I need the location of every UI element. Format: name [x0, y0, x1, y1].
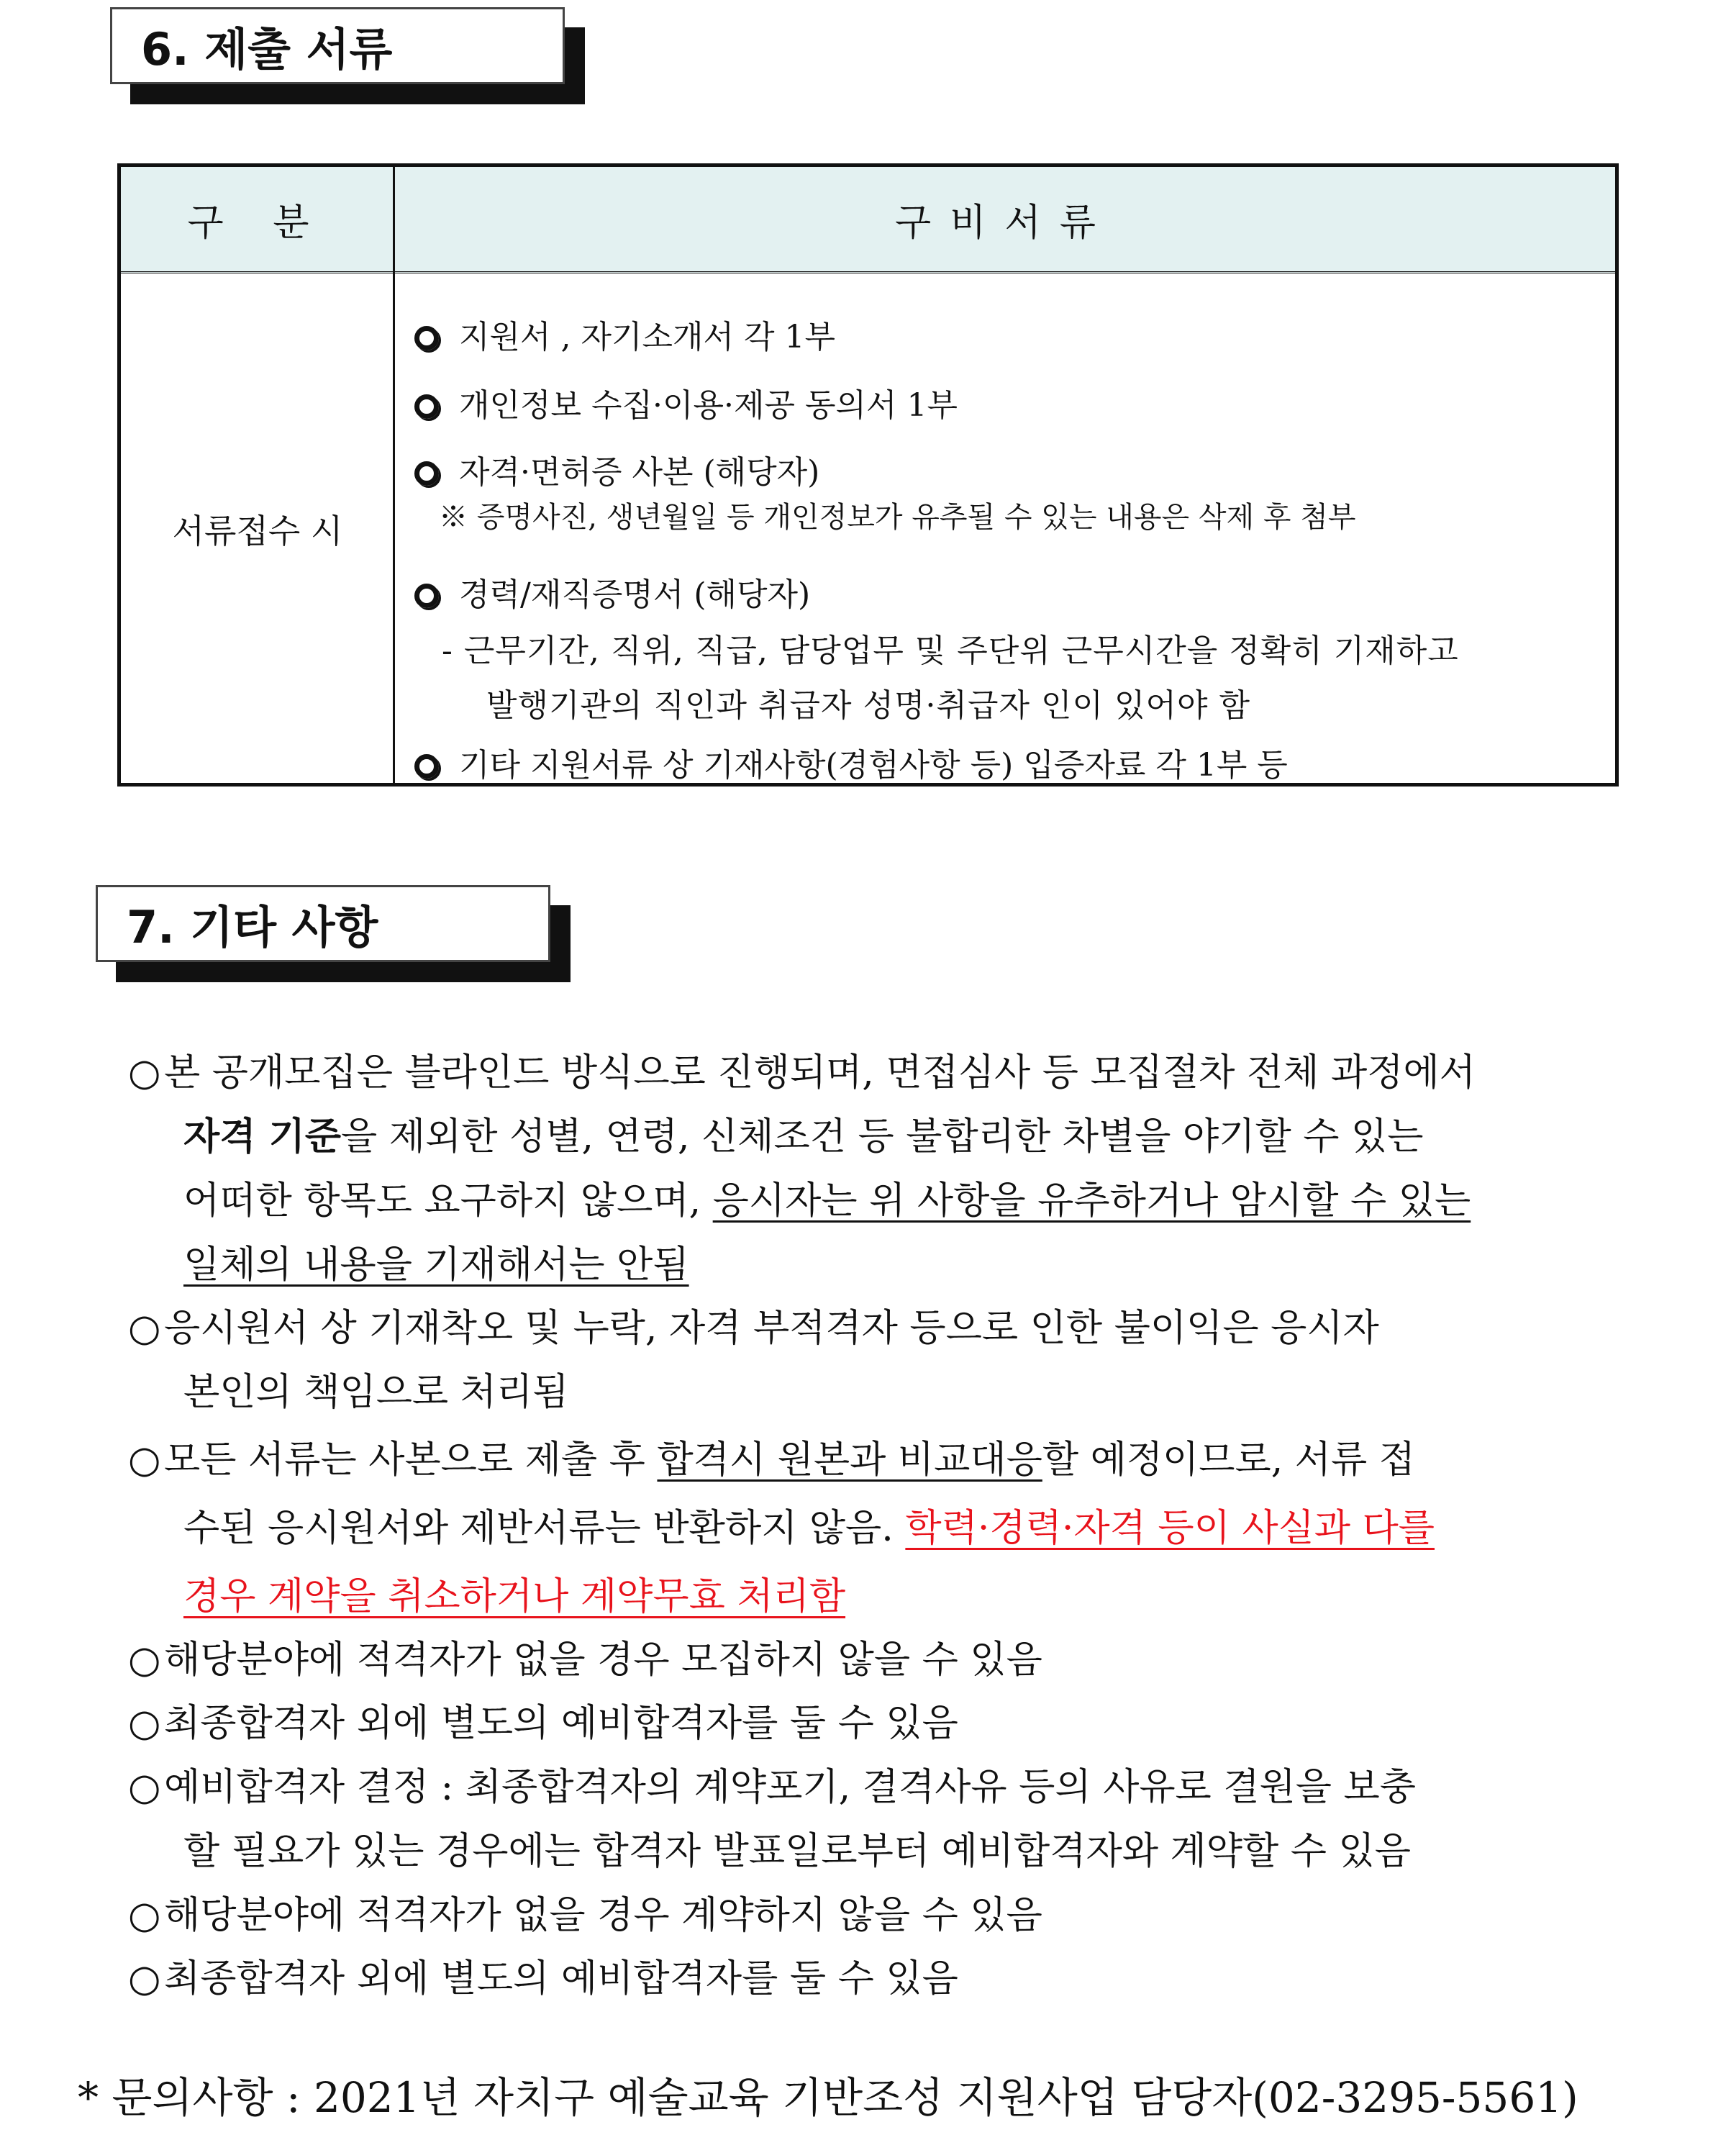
list-item-detail: 발행기관의 직인과 취급자 성명·취급자 인이 있어야 함	[486, 687, 1250, 724]
circle-bullet-icon: ○	[128, 1766, 161, 1809]
note-6-line-2: 할 필요가 있는 경우에는 합격자 발표일로부터 예비합격자와 계약할 수 있음	[183, 1830, 1411, 1873]
note-3-line-2: 수된 응시원서와 제반서류는 반환하지 않음. 학력·경력·자격 등이 사실과 다를	[183, 1507, 1435, 1550]
table-row-label: 서류접수 시	[172, 512, 343, 550]
note-1-line-4: 일체의 내용을 기재해서는 안됨	[183, 1243, 689, 1287]
section-7-title-box	[96, 885, 550, 962]
table-header-row	[121, 167, 1615, 273]
note-3-line-1: ○모든 서류는 사본으로 제출 후 합격시 원본과 비교대응할 예정이므로, 서류 접	[128, 1438, 1416, 1482]
note-3-line-3: 경우 계약을 취소하거나 계약무효 처리함	[183, 1575, 846, 1618]
circle-bullet-icon: ○	[128, 1638, 161, 1682]
circle-bullet-icon	[414, 394, 439, 419]
section-6-title-box	[110, 7, 565, 84]
circle-bullet-icon: ○	[128, 1438, 161, 1482]
list-item-detail: - 근무기간, 직위, 직급, 담당업무 및 주단위 근무시간을 정확히 기재하고	[442, 633, 1459, 669]
note-5: ○최종합격자 외에 별도의 예비합격자를 둘 수 있음	[128, 1702, 958, 1745]
table-documents-cell	[394, 275, 1615, 783]
circle-bullet-icon	[414, 326, 439, 350]
circle-bullet-icon: ○	[128, 1894, 161, 1937]
note-4: ○해당분야에 적격자가 없을 경우 모집하지 않을 수 있음	[128, 1638, 1042, 1682]
list-item: 경력/재직증명서 (해당자)	[414, 568, 810, 615]
list-item: 개인정보 수집·이용·제공 동의서 1부	[414, 379, 958, 425]
note-8: ○최종합격자 외에 별도의 예비합격자를 둘 수 있음	[128, 1957, 958, 2000]
circle-bullet-icon: ○	[128, 1307, 161, 1350]
circle-bullet-icon: ○	[128, 1957, 161, 2000]
note-2-line-2: 본인의 책임으로 처리됨	[183, 1371, 569, 1414]
section-6-title: 6. 제출 서류	[141, 23, 393, 76]
note-1-line-3: 어떠한 항목도 요구하지 않으며, 응시자는 위 사항을 유추하거나 암시할 수 있는	[183, 1179, 1471, 1223]
table-header-documents: 구비서류	[895, 201, 1114, 245]
section-7-header	[96, 885, 571, 982]
section-7-title: 7. 기타 사항	[127, 901, 378, 953]
circle-bullet-icon	[414, 461, 439, 486]
note-6-line-1: ○예비합격자 결정 : 최종합격자의 계약포기, 결격사유 등의 사유로 결원을 보충	[128, 1766, 1417, 1809]
note-7: ○해당분야에 적격자가 없을 경우 계약하지 않을 수 있음	[128, 1894, 1042, 1937]
section-6-header	[110, 7, 585, 104]
list-item: 자격·면허증 사본 (해당자)	[414, 446, 819, 492]
circle-bullet-icon	[414, 584, 439, 608]
note-1-line-1: ○본 공개모집은 블라인드 방식으로 진행되며, 면접심사 등 모집절차 전체 과정에서	[128, 1051, 1476, 1094]
table-header-category: 구 분	[187, 201, 328, 245]
circle-bullet-icon	[414, 754, 439, 779]
list-item: 지원서 , 자기소개서 각 1부	[414, 311, 835, 357]
list-item-note: ※ 증명사진, 생년월일 등 개인정보가 유추될 수 있는 내용은 삭제 후 첨부	[439, 501, 1356, 534]
circle-bullet-icon: ○	[128, 1702, 161, 1745]
note-2-line-1: ○응시원서 상 기재착오 및 누락, 자격 부적격자 등으로 인한 불이익은 응시자	[128, 1307, 1379, 1350]
list-item: 기타 지원서류 상 기재사항(경험사항 등) 입증자료 각 1부 등	[414, 739, 1288, 785]
circle-bullet-icon: ○	[128, 1051, 161, 1094]
documents-table	[117, 163, 1619, 787]
contact-info: * 문의사항 : 2021년 자치구 예술교육 기반조성 지원사업 담당자(02-3295-5561)	[78, 2073, 1578, 2122]
note-1-line-2: 자격 기준을 제외한 성별, 연령, 신체조건 등 불합리한 차별을 야기할 수 있는	[183, 1115, 1424, 1159]
